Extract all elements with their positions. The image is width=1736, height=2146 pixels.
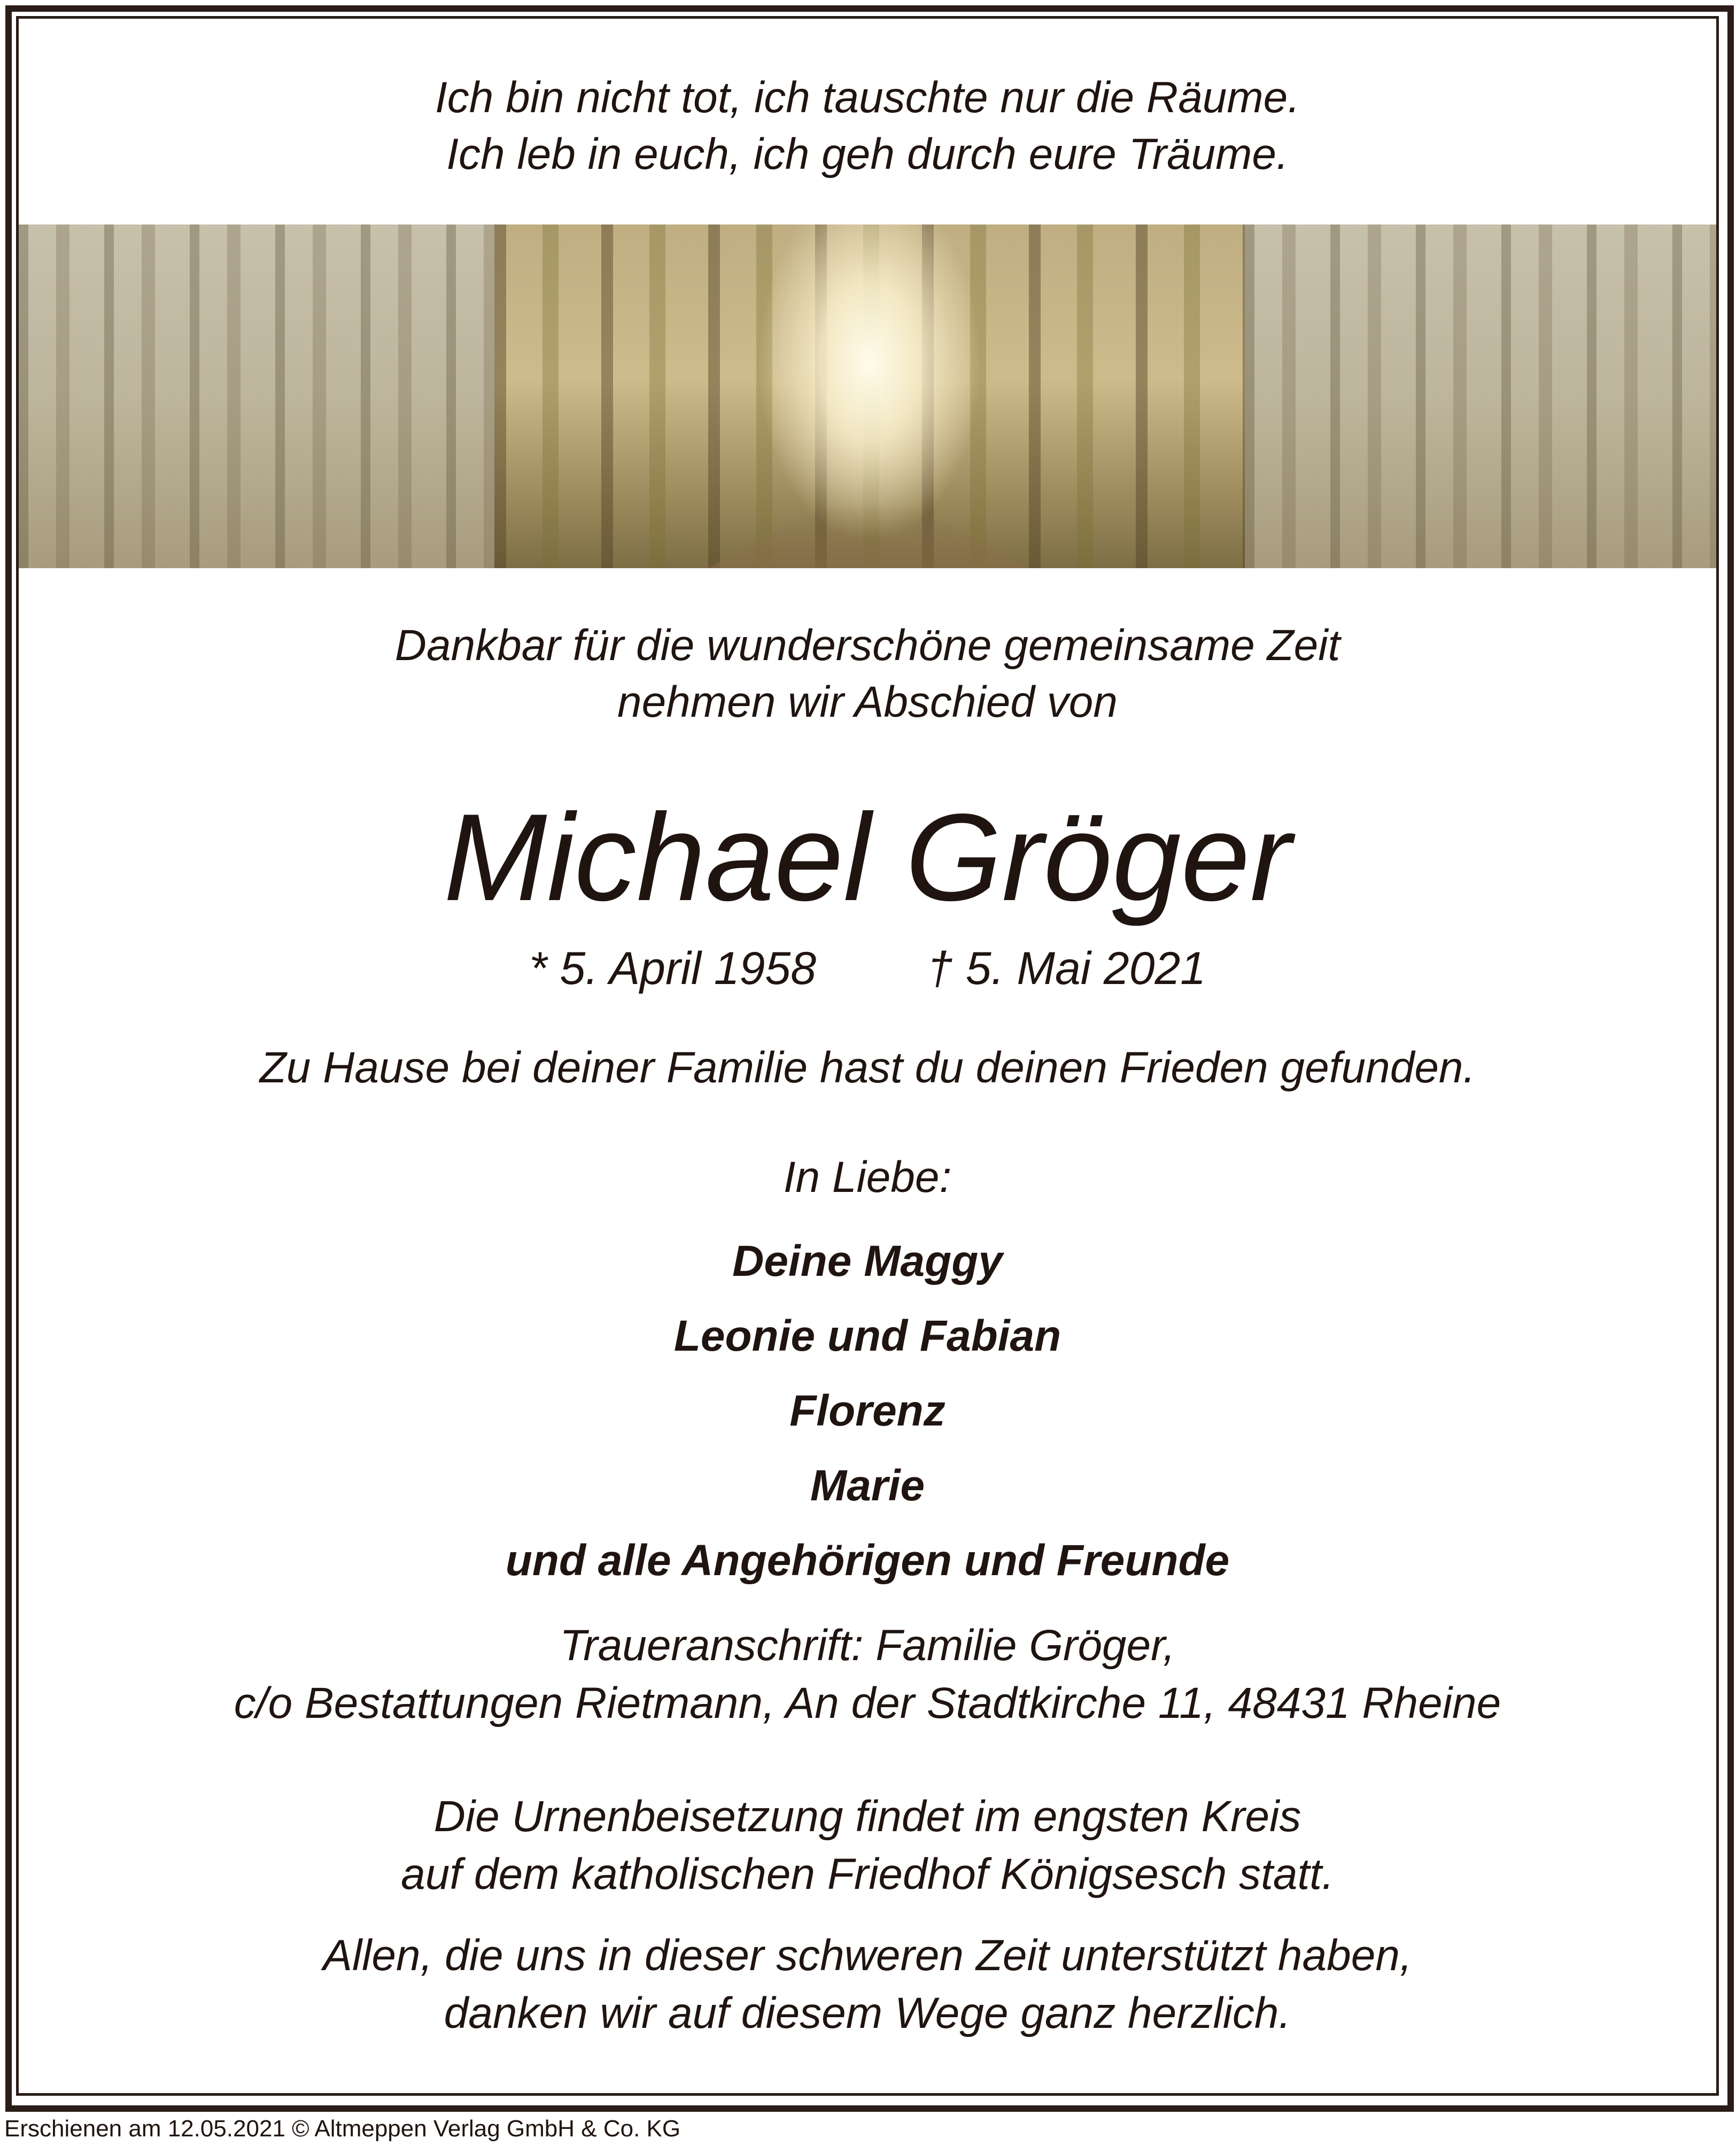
- thanks-text: [19, 1927, 1716, 2042]
- mourner-name: Marie: [810, 1461, 925, 1510]
- life-dates: [19, 942, 1716, 1001]
- publication-footer: Erschienen am 12.05.2021 © Altmeppen Verlag GmbH & Co. KG: [4, 2116, 681, 2142]
- mourner-name: und alle Angehörigen und Freunde: [505, 1536, 1230, 1585]
- motto-quote: [19, 69, 1716, 183]
- burial-line-1: Die Urnenbeisetzung findet im engsten Kreis: [433, 1792, 1301, 1841]
- forest-image-left: [19, 224, 494, 568]
- birth-date: * 5. April 1958: [529, 943, 817, 994]
- forest-image-right: [1245, 224, 1716, 568]
- address-line-1: Traueranschrift: Familie Gröger,: [560, 1621, 1175, 1670]
- forest-banner-image: [19, 224, 1716, 568]
- mourner-name: Florenz: [789, 1386, 945, 1435]
- obituary-card: [19, 19, 1716, 2093]
- intro-text: [19, 617, 1716, 731]
- death-date: † 5. Mai 2021: [927, 943, 1206, 994]
- intro-line-2: nehmen wir Abschied von: [617, 678, 1118, 726]
- motto-line-2: Ich leb in euch, ich geh durch eure Träume.: [446, 130, 1289, 179]
- motto-line-1: Ich bin nicht tot, ich tauschte nur die Räume.: [435, 73, 1300, 122]
- intro-line-1: Dankbar für die wunderschöne gemeinsame Zeit: [394, 621, 1340, 670]
- deceased-name: Michael Gröger: [444, 788, 1291, 927]
- burial-line-2: auf dem katholischen Friedhof Königsesch statt.: [401, 1850, 1334, 1899]
- mourning-address: [19, 1617, 1716, 1732]
- mourners-list: [19, 1224, 1716, 1598]
- thanks-line-1: Allen, die uns in dieser schweren Zeit unterstützt haben,: [323, 1931, 1412, 1980]
- address-line-2: c/o Bestattungen Rietmann, An der Stadtkirche 11, 48431 Rheine: [234, 1679, 1501, 1727]
- burial-notice: [19, 1788, 1716, 1903]
- mourner-name: Leonie und Fabian: [673, 1312, 1061, 1360]
- mourner-name: Deine Maggy: [732, 1237, 1003, 1285]
- love-label: In Liebe:: [783, 1153, 952, 1202]
- thanks-line-2: danken wir auf diesem Wege ganz herzlich.: [444, 1989, 1291, 2037]
- peace-text: Zu Hause bei deiner Familie hast du deinen Frieden gefunden.: [259, 1043, 1476, 1092]
